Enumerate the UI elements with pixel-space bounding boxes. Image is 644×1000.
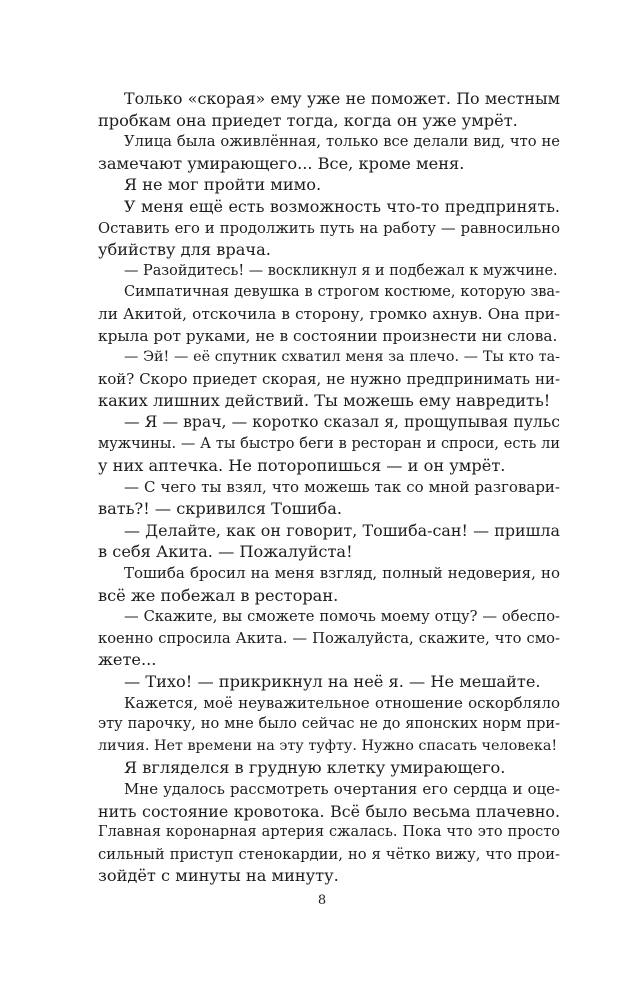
text-line: Тошиба бросил на меня взгляд, полный недоверия, но	[124, 564, 560, 583]
text-line: Кажется, моё неуважительное отношение оскорбляло	[124, 693, 560, 712]
text-line: каких лишних действий. Ты можешь ему навредить!	[98, 391, 551, 411]
text-line: крыла рот руками, не в состоянии произнести ни слова.	[98, 326, 558, 345]
text-line: — Тихо! — прикрикнул на неё я. — Не мешайте.	[124, 672, 541, 692]
text-line: — Делайте, как он говорит, Тошиба-сан! — пришла	[124, 520, 560, 540]
body-text	[98, 88, 560, 887]
text-line: коенно спросила Акита. — Пожалуйста, скажите, что смо-	[98, 629, 560, 647]
text-line: Оставить его и продолжить путь на работу — равносильно	[98, 219, 560, 237]
text-line: Только «скорая» ему уже не поможет. По местным	[124, 89, 560, 108]
text-line: У меня ещё есть возможность что-то предпринять.	[124, 196, 560, 216]
text-line: — С чего ты взял, что можешь так со мной разговари-	[124, 477, 560, 496]
text-line: ли Акитой, отскочила в сторону, громко ахнув. Она при-	[98, 304, 560, 323]
text-line: Симпатичная девушка в строгом костюме, которую зва-	[124, 284, 560, 301]
text-line: Я вгляделся в грудную клетку умирающего.	[124, 758, 506, 778]
text-line: Улица была оживлённая, только все делали вид, что не	[124, 133, 560, 151]
text-line: — Разойдитесь! — воскликнул я и подбежал к мужчине.	[124, 262, 558, 279]
text-line: — Я — врач, — коротко сказал я, прощупывая пульс	[124, 412, 560, 431]
page-number: 8	[317, 893, 327, 908]
text-line: в себя Акита. — Пожалуйста!	[98, 542, 353, 562]
text-line: замечают умирающего... Все, кроме меня.	[98, 153, 465, 173]
text-line: Я не мог пройти мимо.	[124, 175, 322, 195]
text-line: жете...	[98, 650, 157, 670]
text-line: сильный приступ стенокардии, но я чётко вижу, что прои-	[98, 845, 560, 863]
text-line: у них аптечка. Не поторопишься — и он умрёт.	[98, 456, 506, 476]
text-line: — Скажите, вы сможете помочь моему отцу? — обеспо-	[124, 608, 560, 626]
text-line: нить состояние кровотока. Всё было весьма плачевно.	[98, 801, 560, 821]
text-line: пробкам она приедет тогда, когда он уже умрёт.	[98, 110, 518, 130]
text-line: вать?! — скривился Тошиба.	[98, 499, 343, 519]
text-line: эту парочку, но мне было сейчас не до японских норм при-	[98, 716, 560, 733]
text-line: личия. Нет времени на эту туфту. Нужно спасать человека!	[98, 737, 558, 754]
text-line: всё же побежал в ресторан.	[98, 585, 339, 605]
text-line: Главная коронарная артерия сжалась. Пока что это просто	[98, 824, 560, 841]
text-line: мужчины. — А ты быстро беги в ресторан и спроси, есть ли	[98, 435, 560, 452]
text-line: зойдёт с минуты на минуту.	[98, 866, 339, 886]
text-line: Мне удалось рассмотреть очертания его сердца и оце-	[124, 780, 560, 798]
text-line: — Эй! — её спутник схватил меня за плечо. — Ты кто та-	[124, 349, 560, 366]
text-line: убийству для врача.	[98, 240, 271, 260]
text-line: кой? Скоро приедет скорая, не нужно предпринимать ни-	[98, 369, 560, 388]
